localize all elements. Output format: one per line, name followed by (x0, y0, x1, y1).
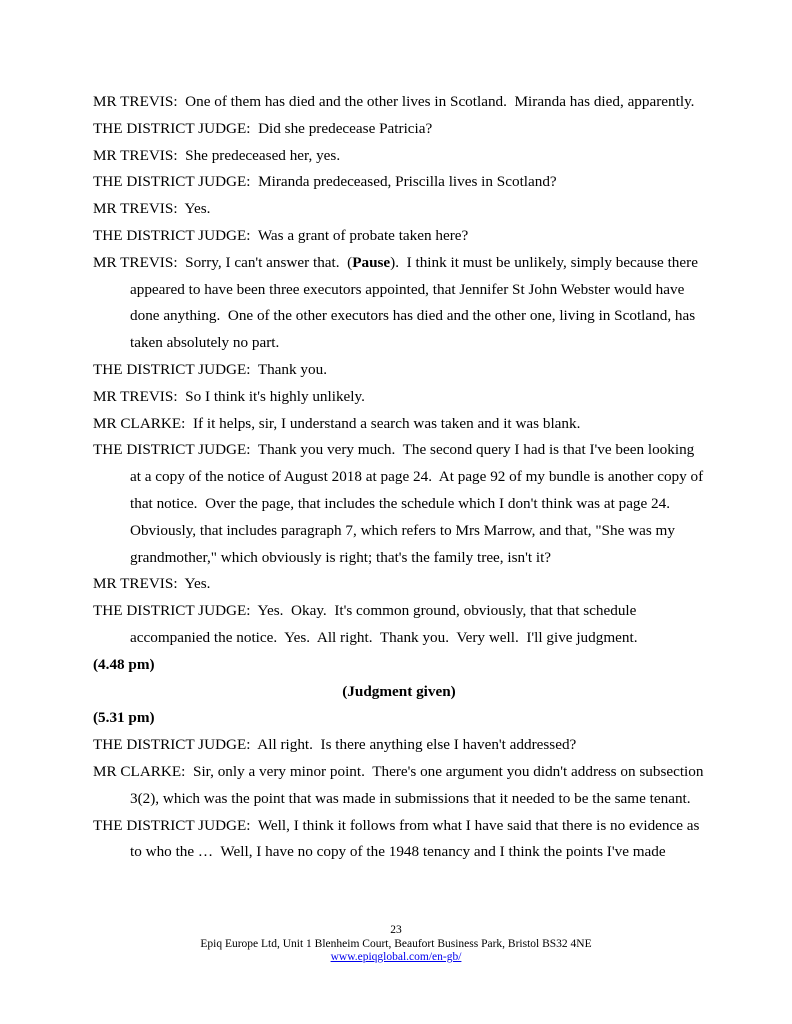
transcript-paragraph (93, 116, 705, 143)
paragraph-text: ). I think it must be unlikely, simply because there appeared to have been three executors appointed, that Jennifer St John Webster would have done anything. One of the other executors has died and the other one, living in Scotland, has taken absolutely no part. (130, 253, 702, 352)
page-number: 23 (390, 924, 402, 936)
transcript-paragraph (93, 437, 705, 571)
website-link[interactable]: www.epiqglobal.com/en-gb/ (330, 951, 462, 963)
transcript-paragraph (93, 384, 705, 411)
transcript-body (93, 89, 708, 866)
paragraph-text: THE DISTRICT JUDGE: Thank you very much. The second query I had is that I've been looking at a copy of the notice of August 2018 at page 24. At page 92 of my bundle is another copy of that notice. Over the page, that includes the schedule which I don't think was at page 24. Obviously, that includes paragraph 7, which refers to Mrs Marrow, and that, "She was my grandmother," which obviously is right; that's the family tree, isn't it? (93, 441, 707, 566)
transcript-paragraph (93, 143, 705, 170)
paragraph-text: THE DISTRICT JUDGE: Miranda predeceased, Priscilla lives in Scotland? (93, 173, 557, 191)
transcript-paragraph (93, 705, 705, 732)
paragraph-text: MR TREVIS: Yes. (93, 200, 211, 218)
transcript-paragraph (93, 571, 705, 598)
paragraph-text: MR CLARKE: If it helps, sir, I understand a search was taken and it was blank. (93, 414, 581, 432)
transcript-paragraph (93, 679, 705, 706)
paragraph-text: THE DISTRICT JUDGE: Well, I think it follows from what I have said that there is no evidence as to who the … Well, I have no copy of the 1948 tenancy and I think the points I've made (93, 816, 704, 861)
paragraph-text: MR TREVIS: Sorry, I can't answer that. ( (93, 253, 353, 271)
company-address: Epiq Europe Ltd, Unit 1 Blenheim Court, Beaufort Business Park, Bristol BS32 4NE (200, 937, 592, 950)
transcript-paragraph (93, 732, 705, 759)
transcript-paragraph (93, 250, 705, 357)
paragraph-text: THE DISTRICT JUDGE: All right. Is there anything else I haven't addressed? (93, 736, 577, 754)
transcript-paragraph (93, 169, 705, 196)
paragraph-text: THE DISTRICT JUDGE: Yes. Okay. It's common ground, obviously, that that schedule accompanied the notice. Yes. All right. Thank you. Very well. I'll give judgment. (93, 602, 641, 646)
transcript-paragraph (93, 598, 705, 652)
paragraph-text: MR TREVIS: So I think it's highly unlikely. (93, 387, 365, 405)
paragraph-text: THE DISTRICT JUDGE: Thank you. (93, 360, 327, 378)
paragraph-text: MR CLARKE: Sir, only a very minor point. There's one argument you didn't address on subsection 3(2), which was the point that was made in submissions that it needed to be the same tenant. (93, 762, 708, 807)
paragraph-text: THE DISTRICT JUDGE: Was a grant of probate taken here? (93, 226, 469, 244)
transcript-paragraph (93, 652, 705, 679)
transcript-paragraph (93, 759, 708, 813)
paragraph-text: THE DISTRICT JUDGE: Did she predecease Patricia? (93, 119, 433, 137)
transcript-paragraph (93, 813, 705, 867)
page-footer (0, 924, 792, 965)
transcript-paragraph (93, 89, 705, 116)
paragraph-text: MR TREVIS: One of them has died and the other lives in Scotland. Miranda has died, apparently. (93, 93, 695, 110)
bold-text: (4.48 pm) (93, 655, 155, 673)
transcript-paragraph (93, 411, 705, 438)
bold-text: (5.31 pm) (93, 709, 155, 727)
transcript-paragraph (93, 357, 705, 384)
paragraph-text: MR TREVIS: Yes. (93, 575, 211, 593)
bold-text: Pause (352, 253, 391, 271)
bold-text: (Judgment given) (342, 682, 456, 700)
paragraph-text: MR TREVIS: She predeceased her, yes. (93, 146, 341, 164)
transcript-paragraph (93, 223, 705, 250)
transcript-paragraph (93, 196, 705, 223)
